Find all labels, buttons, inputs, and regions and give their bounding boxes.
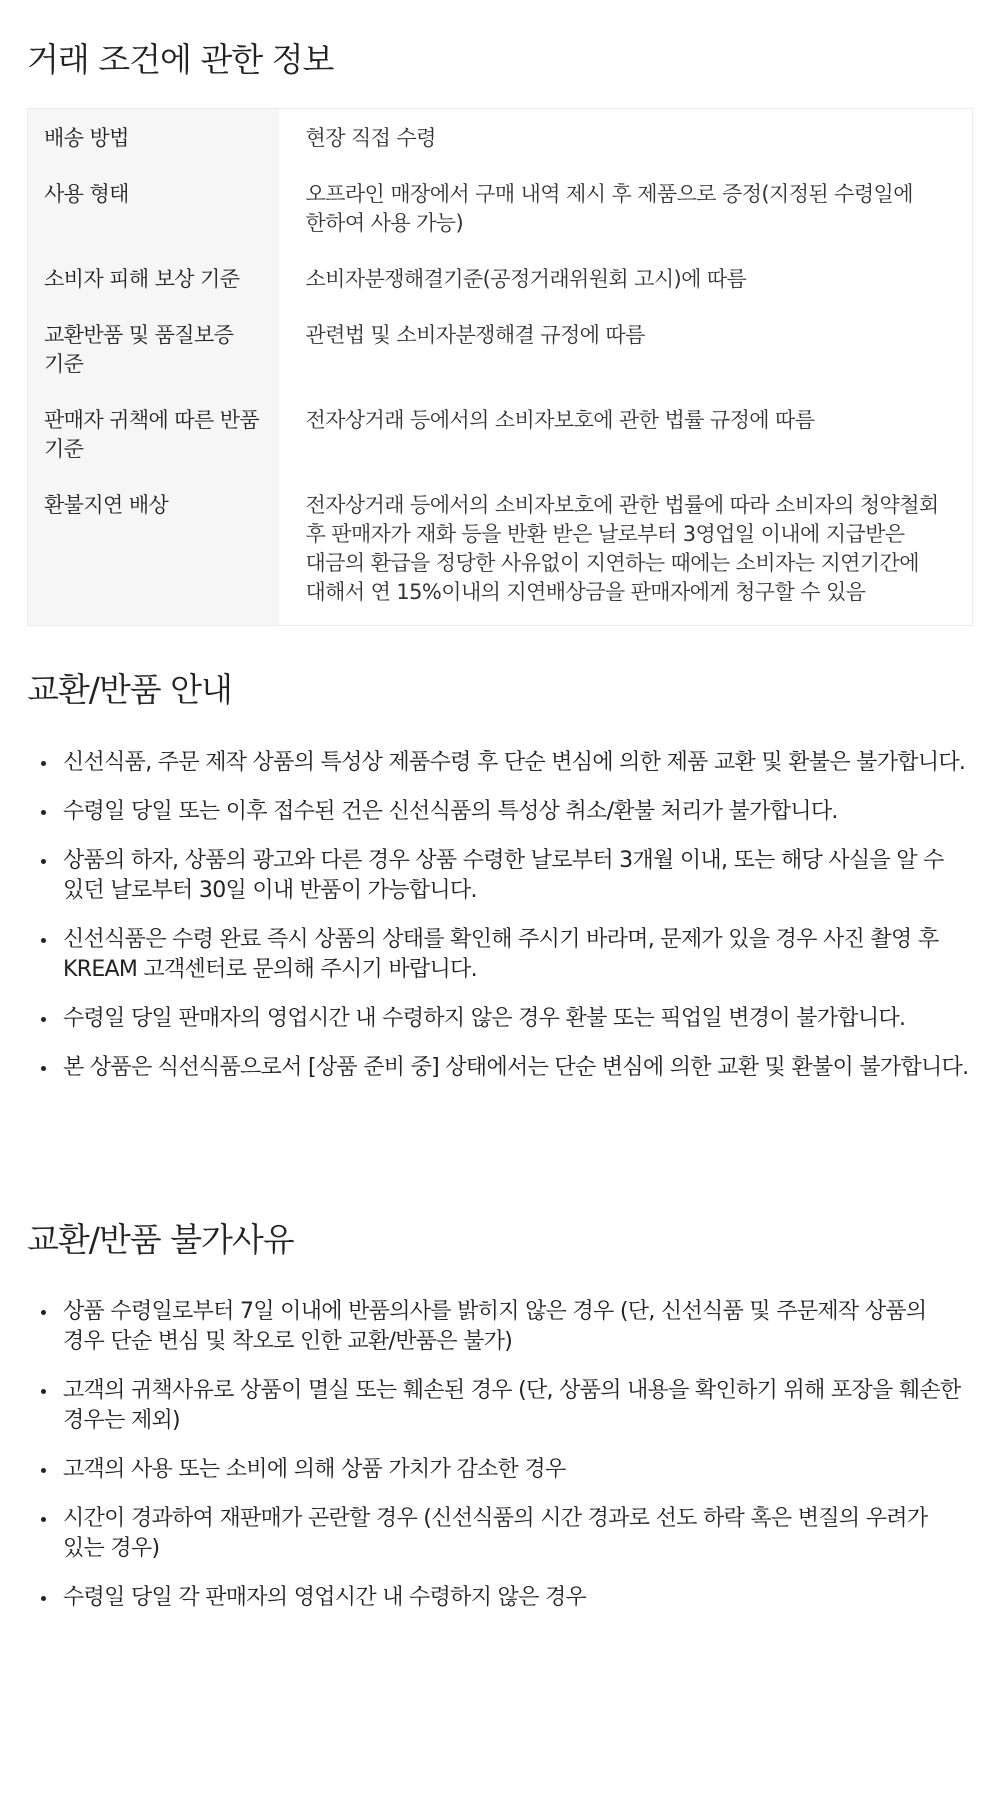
row-key-delivery-method: 배송 방법 [28, 109, 279, 167]
bullet-icon [41, 1517, 46, 1522]
row-value-delivery-method: 현장 직접 수령 [305, 126, 436, 150]
list-item [27, 925, 973, 985]
table-row [28, 166, 973, 251]
list-item-text: 고객의 사용 또는 소비에 의해 상품 가치가 감소한 경우 [63, 1457, 566, 1482]
exchange-guide-list [27, 748, 973, 1102]
row-key-exchange-quality: 교환반품 및 품질보증 기준 [28, 307, 279, 392]
list-item [27, 1583, 973, 1613]
bullet-icon [41, 859, 46, 864]
table-row [28, 392, 973, 477]
list-item-text: 상품의 하자, 상품의 광고와 다른 경우 상품 수령한 날로부터 3개월 이내, 또는 해당 사실을 알 수 있던 날로부터 30일 이내 반품이 가능합니다. [63, 848, 944, 903]
list-item [27, 797, 973, 827]
row-value-usage-type: 오프라인 매장에서 구매 내역 제시 후 제품으로 증정(지정된 수령일에 한하여 사용 가능) [305, 182, 913, 235]
bullet-icon [41, 1310, 46, 1315]
table-row [28, 307, 973, 392]
bullet-icon [41, 1389, 46, 1394]
list-item-text: 신선식품, 주문 제작 상품의 특성상 제품수령 후 단순 변심에 의한 제품 교환 및 환불은 불가합니다. [63, 750, 966, 775]
list-item-text: 시간이 경과하여 재판매가 곤란할 경우 (신선식품의 시간 경과로 선도 하락 혹은 변질의 우려가 있는 경우) [63, 1506, 928, 1561]
list-item [27, 748, 973, 778]
bullet-icon [41, 1468, 46, 1473]
list-item-text: 수령일 당일 판매자의 영업시간 내 수령하지 않은 경우 환불 또는 픽업일 변경이 불가합니다. [63, 1006, 906, 1031]
list-item-text: 신선식품은 수령 완료 즉시 상품의 상태를 확인해 주시기 바라며, 문제가 있을 경우 사진 촬영 후 KREAM 고객센터로 문의해 주시기 바랍니다. [63, 927, 939, 982]
row-value-seller-fault-return: 전자상거래 등에서의 소비자보호에 관한 법률 규정에 따름 [305, 408, 815, 432]
list-item [27, 846, 973, 906]
row-key-refund-delay: 환불지연 배상 [28, 477, 279, 626]
bullet-icon [41, 810, 46, 815]
row-value-refund-delay: 전자상거래 등에서의 소비자보호에 관한 법률에 따라 소비자의 청약철회 후 판매자가 재화 등을 반환 받은 날로부터 3영업일 이내에 지급받은 대금의 환급을 정당한 사유없이 지연하는 때에는 소비자는 지연기간에 대해서 연 15%이내의 지연배상금을 판매자에게 청구할 수 있음 [305, 493, 939, 604]
list-item-text: 고객의 귀책사유로 상품이 멸실 또는 훼손된 경우 (단, 상품의 내용을 확인하기 위해 포장을 훼손한 경우는 제외) [63, 1378, 961, 1433]
trade-info-table [27, 108, 973, 626]
list-item [27, 1297, 973, 1357]
list-item-text: 본 상품은 식선식품으로서 [상품 준비 중] 상태에서는 단순 변심에 의한 교환 및 환불이 불가합니다. [63, 1055, 969, 1080]
bullet-icon [41, 1596, 46, 1601]
list-item-text: 수령일 당일 각 판매자의 영업시간 내 수령하지 않은 경우 [63, 1585, 587, 1610]
bullet-icon [41, 1017, 46, 1022]
row-key-damage-compensation: 소비자 피해 보상 기준 [28, 251, 279, 307]
list-item [27, 1376, 973, 1436]
exchange-denied-title: 교환/반품 불가사유 [27, 1220, 294, 1259]
list-item [27, 1455, 973, 1485]
bullet-icon [41, 761, 46, 766]
table-row [28, 477, 973, 626]
exchange-guide-title: 교환/반품 안내 [27, 670, 232, 709]
list-item [27, 1053, 973, 1083]
row-key-usage-type: 사용 형태 [28, 166, 279, 251]
table-row [28, 109, 973, 167]
list-item-text: 상품 수령일로부터 7일 이내에 반품의사를 밝히지 않은 경우 (단, 신선식품 및 주문제작 상품의 경우 단순 변심 및 착오로 인한 교환/반품은 불가) [63, 1299, 927, 1354]
exchange-denied-list [27, 1297, 973, 1632]
list-item [27, 1004, 973, 1034]
trade-info-title: 거래 조건에 관한 정보 [27, 40, 334, 79]
row-value-damage-compensation: 소비자분쟁해결기준(공정거래위원회 고시)에 따름 [305, 267, 747, 291]
bullet-icon [41, 1066, 46, 1071]
list-item [27, 1504, 973, 1564]
list-item-text: 수령일 당일 또는 이후 접수된 건은 신선식품의 특성상 취소/환불 처리가 불가합니다. [63, 799, 838, 824]
table-row [28, 251, 973, 307]
row-value-exchange-quality: 관련법 및 소비자분쟁해결 규정에 따름 [305, 323, 645, 347]
bullet-icon [41, 938, 46, 943]
row-key-seller-fault-return: 판매자 귀책에 따른 반품 기준 [28, 392, 279, 477]
